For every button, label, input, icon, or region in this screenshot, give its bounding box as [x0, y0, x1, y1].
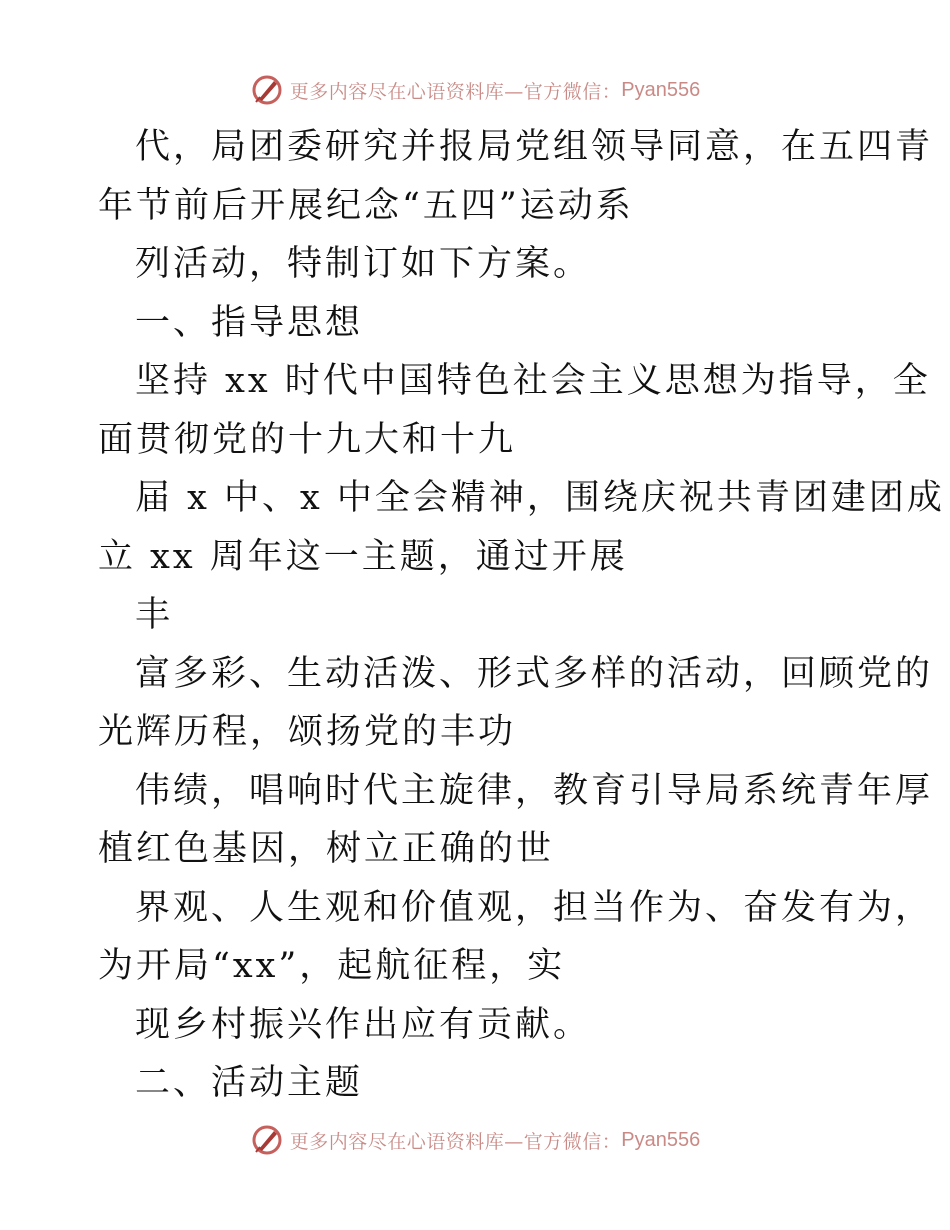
text-line: 现乡村振兴作出应有贡献。	[135, 1004, 592, 1045]
watermark-text: 更多内容尽在心语资料库—官方微信：	[289, 80, 622, 103]
text-line: 界观、人生观和价值观，担当作为、奋发有为，	[135, 887, 934, 928]
section-heading: 二、活动主题	[135, 1063, 364, 1103]
text-line: 伟绩，唱响时代主旋律，教育引导局系统青年厚	[135, 770, 934, 811]
text-line: 代，局团委研究并报局党组领导同意，在五四青	[135, 127, 934, 167]
quill-pen-logo-icon	[250, 1123, 284, 1157]
header-watermark	[0, 70, 950, 110]
watermark-wechat-id: Pyan556	[621, 1128, 701, 1151]
text-line: 立 xx 周年这一主题，通过开展	[98, 536, 628, 577]
quill-pen-logo-icon	[250, 73, 284, 107]
footer-watermark	[0, 1120, 950, 1160]
text-line: 为开局“xx”，起航征程，实	[98, 946, 566, 986]
document-body	[98, 118, 945, 1113]
text-line: 年节前后开展纪念“五四”运动系	[98, 185, 634, 226]
text-line: 坚持 xx 时代中国特色社会主义思想为指导，全	[135, 361, 931, 401]
watermark-wechat-id: Pyan556	[621, 78, 701, 101]
section-heading: 一、指导思想	[135, 302, 364, 343]
text-line: 届 x 中、x 中全会精神，围绕庆祝共青团建团成	[135, 478, 945, 518]
text-line: 富多彩、生动活泼、形式多样的活动，回顾党的	[135, 653, 934, 694]
text-line: 光辉历程，颂扬党的丰功	[98, 712, 517, 752]
text-line: 面贯彻党的十九大和十九	[98, 419, 517, 460]
text-line: 丰	[135, 595, 174, 635]
watermark-text: 更多内容尽在心语资料库—官方微信：	[289, 1130, 622, 1153]
text-line: 植红色基因，树立正确的世	[98, 829, 555, 869]
text-line: 列活动，特制订如下方案。	[135, 244, 592, 284]
